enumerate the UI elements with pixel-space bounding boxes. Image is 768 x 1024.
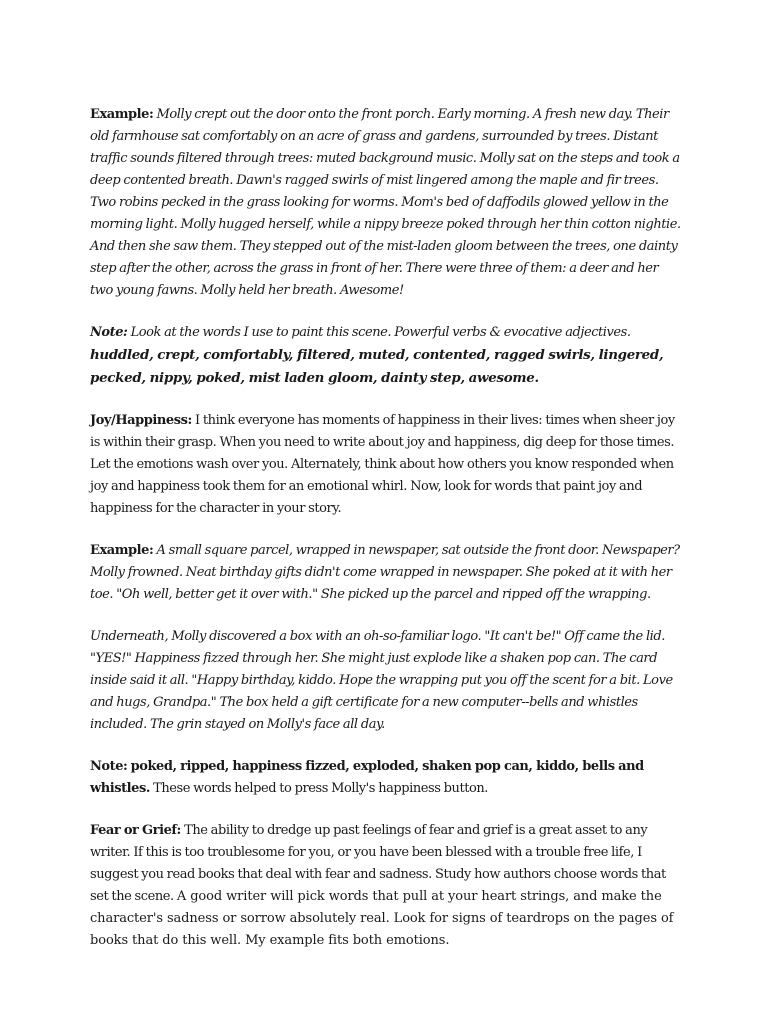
fear-label: Fear or Grief: [90, 823, 177, 838]
joy-label: Joy/Happiness: [90, 413, 188, 428]
example-label: Example: [90, 543, 149, 558]
fear-text-continued: A good writer will pick words that pull at your heart strings, and make the character's sadness or sorrow absolutely real. Look for signs of teardrops on the pages of books that do this well. My example fits both emotions.: [90, 889, 674, 948]
joy-paragraph: [90, 410, 684, 520]
fear-paragraph: [90, 820, 684, 952]
label-colon: :: [187, 413, 192, 428]
note-label: Note:: [90, 325, 128, 340]
example-label: Example: [90, 107, 149, 122]
fear-text: The ability to dredge up past feelings of fear and grief is a great asset to any writer. If this is too troublesome for you, or you have been blessed with a trouble free life, I suggest you read books that deal with fear and sadness. Study how authors choose words that set the scene.: [90, 823, 666, 904]
note-text: Look at the words I use to paint this scene. Powerful verbs & evocative adjectives.: [130, 325, 631, 340]
note-label: Note:: [90, 759, 128, 774]
example-paragraph-2: [90, 540, 684, 606]
label-colon: :: [149, 543, 154, 558]
note-paragraph-1: [90, 322, 684, 390]
example-paragraph-2-continued: [90, 626, 684, 736]
note-paragraph-2: [90, 756, 684, 800]
document-page: [90, 104, 684, 972]
note-word-list: poked, ripped, happiness fizzed, exploded, shaken pop can, kiddo, bells and whistles: [90, 759, 644, 796]
label-colon: :: [176, 823, 181, 838]
list-period: .: [145, 781, 150, 796]
example-text: Molly crept out the door onto the front porch. Early morning. A fresh new day. Their old farmhouse sat comfortably on an acre of grass and gardens, surrounded by trees. Distant traffic sounds filtered through trees: muted background music. Molly sat on the steps and took a deep contented breath. Dawn's ragged swirls of mist lingered among the maple and fir trees. Two robins pecked in the grass looking for worms. Mom's bed of daffodils glowed yellow in the morning light. Molly hugged herself, while a nippy breeze poked through her thin cotton nightie. And then she saw them. They stepped out of the mist-laden gloom between the trees, one dainty step after the other, across the grass in front of her. There were three of them: a deer and her two young fawns. Molly held her breath. Awesome!: [90, 107, 681, 298]
example-text: A small square parcel, wrapped in newspaper, sat outside the front door. Newspaper? Molly frowned. Neat birthday gifts didn't come wrapped in newspaper. She poked at it with her toe. "Oh well, better get it over with." She picked up the parcel and ripped off the wrapping.: [90, 543, 680, 602]
joy-text: I think everyone has moments of happiness in their lives: times when sheer joy is within their grasp. When you need to write about joy and happiness, dig deep for those times. Let the emotions wash over you. Alternately, think about how others you know responded when joy and happiness took them for an emotional whirl. Now, look for words that paint joy and happiness for the character in your story.: [90, 413, 675, 516]
example-paragraph-1: [90, 104, 684, 302]
example-text: Underneath, Molly discovered a box with an oh-so-familiar logo. "It can't be!" Off came the lid. "YES!" Happiness fizzed through her. She might just explode like a shaken pop can. The card inside said it all. "Happy birthday, kiddo. Hope the wrapping put you off the scent for a bit. Love and hugs, Grandpa." The box held a gift certificate for a new computer--bells and whistles included. The grin stayed on Molly's face all day.: [90, 629, 673, 732]
note-text: These words helped to press Molly's happiness button.: [153, 781, 488, 796]
label-colon: :: [149, 107, 154, 122]
note-word-list: huddled, crept, comfortably, filtered, muted, contented, ragged swirls, lingered, pecked, nippy, poked, mist laden gloom, dainty step, awesome.: [90, 347, 664, 386]
